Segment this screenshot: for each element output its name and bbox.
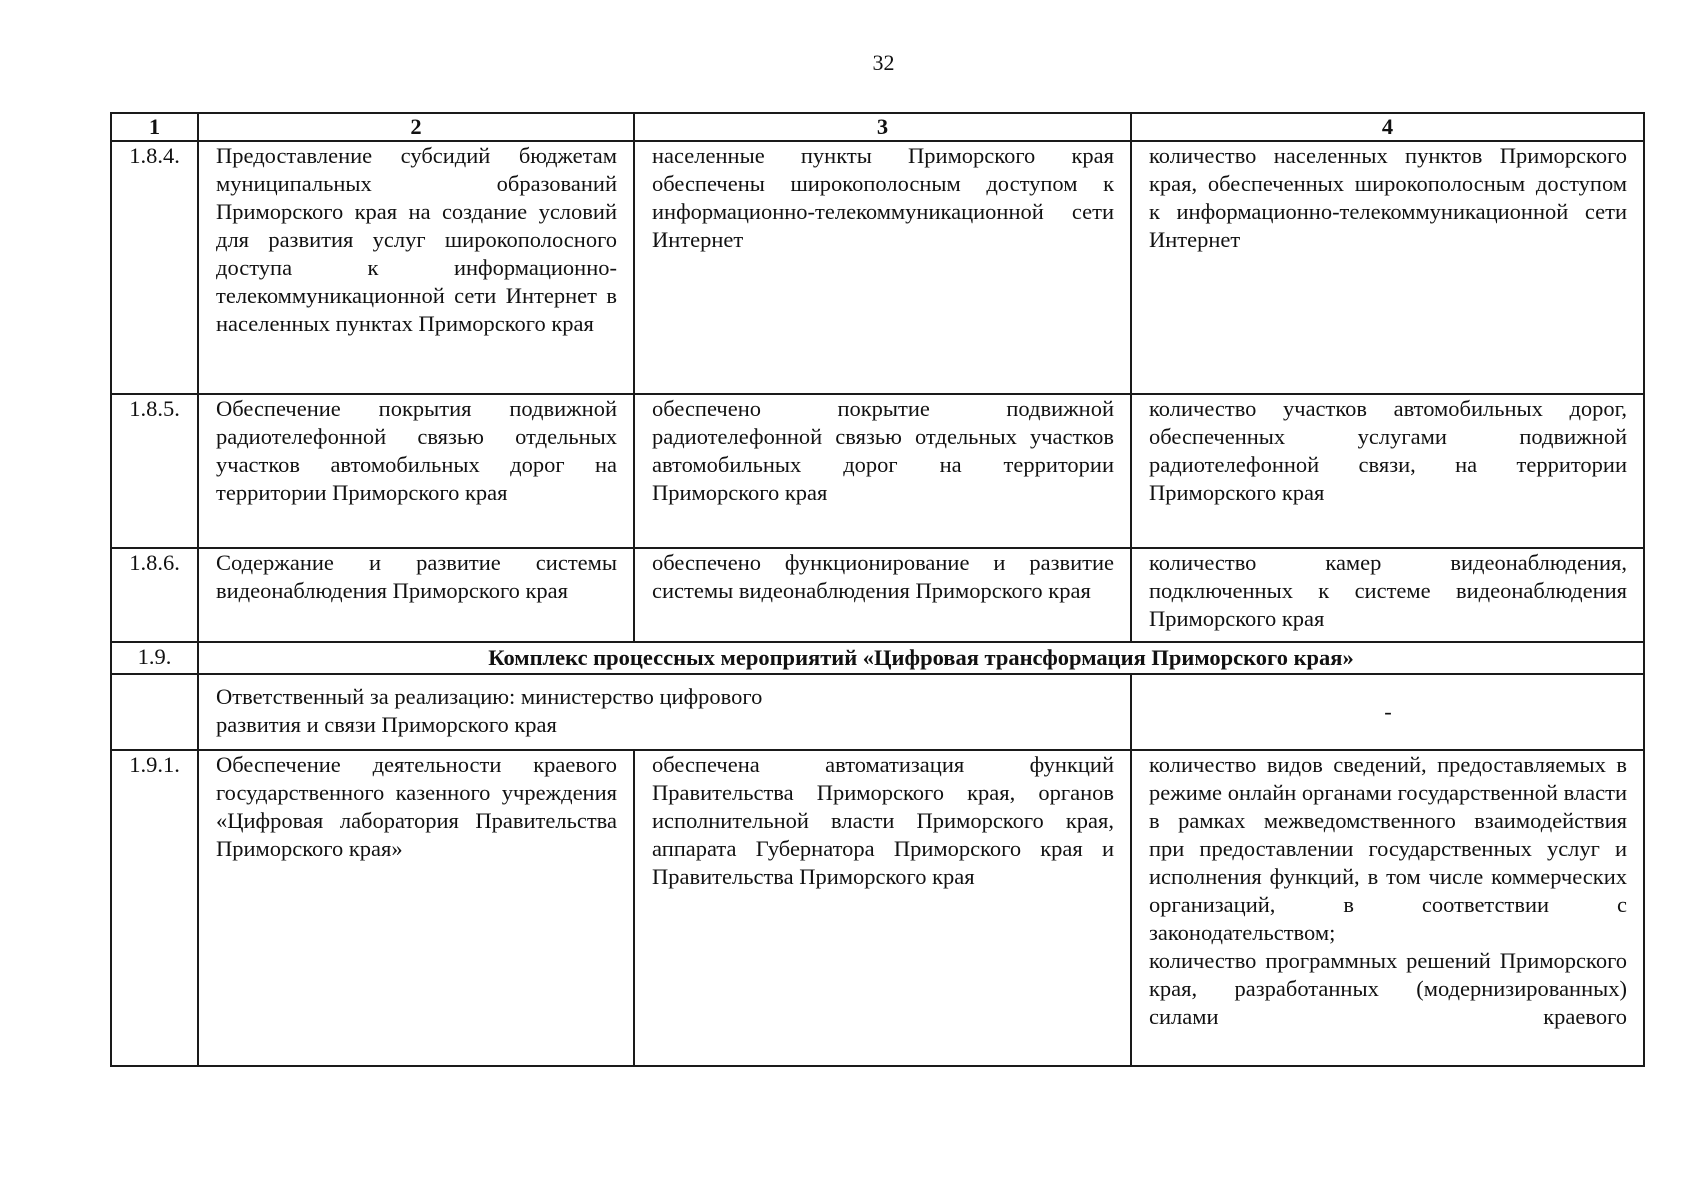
indicator-text-continued: количество программных решений Приморского края, разработанных (модернизированных) силами краевого [1149, 948, 1627, 1029]
row-number: 1.8.5. [111, 394, 198, 548]
measure-name: Обеспечение деятельности краевого государственного казенного учреждения «Цифровая лаборатория Правительства Приморского края» [216, 752, 617, 861]
result-cell [634, 548, 1131, 642]
measure-name-cell [198, 548, 634, 642]
header-col-3: 3 [634, 113, 1131, 141]
responsible-label: Ответственный за реализацию: министерство цифрового развития и связи Приморского края [216, 684, 763, 737]
responsible-value: - [1131, 674, 1644, 750]
result-text: обеспечена автоматизация функций Правительства Приморского края, органов исполнительной власти Приморского края, аппарата Губернатора Приморского края и Правительства Приморского края [652, 752, 1114, 889]
measure-name-cell [198, 141, 634, 394]
header-col-1: 1 [111, 113, 198, 141]
empty-num-cell [111, 674, 198, 750]
measure-name: Содержание и развитие системы видеонаблюдения Приморского края [216, 550, 617, 603]
section-row [111, 642, 1644, 674]
result-text: обеспечено покрытие подвижной радиотелефонной связью отдельных участков автомобильных дорог на территории Приморского края [652, 396, 1114, 505]
indicator-cell [1131, 548, 1644, 642]
indicator-cell [1131, 141, 1644, 394]
table-row [111, 141, 1644, 394]
table-row [111, 394, 1644, 548]
header-col-2: 2 [198, 113, 634, 141]
responsible-row [111, 674, 1644, 750]
result-cell [634, 394, 1131, 548]
table-header-row [111, 113, 1644, 141]
indicator-text: количество населенных пунктов Приморского края, обеспеченных широкополосным доступом к информационно-телекоммуникационной сети Интернет [1149, 143, 1627, 252]
result-text: обеспечено функционирование и развитие системы видеонаблюдения Приморского края [652, 550, 1114, 603]
indicator-text: количество участков автомобильных дорог, обеспеченных услугами подвижной радиотелефонной связи, на территории Приморского края [1149, 396, 1627, 505]
table-row [111, 750, 1644, 1066]
header-col-4: 4 [1131, 113, 1644, 141]
responsible-label-cell [198, 674, 1131, 750]
indicator-cell [1131, 394, 1644, 548]
row-number: 1.8.6. [111, 548, 198, 642]
indicator-text: количество камер видеонаблюдения, подключенных к системе видеонаблюдения Приморского края [1149, 550, 1627, 631]
page-number: 32 [872, 50, 895, 75]
section-title: Комплекс процессных мероприятий «Цифровая трансформация Приморского края» [198, 642, 1644, 674]
result-cell [634, 750, 1131, 1066]
result-text: населенные пункты Приморского края обеспечены широкополосным доступом к информационно-телекоммуникационной сети Интернет [652, 143, 1114, 252]
measure-name: Предоставление субсидий бюджетам муниципальных образований Приморского края на создание условий для развития услуг широкополосного доступа к информационно-телекоммуникационной сети Интернет в населенных пунктах Приморского края [216, 143, 617, 336]
section-number: 1.9. [111, 642, 198, 674]
row-number: 1.8.4. [111, 141, 198, 394]
table-row [111, 548, 1644, 642]
indicator-cell [1131, 750, 1644, 1066]
measure-name-cell [198, 750, 634, 1066]
measure-name: Обеспечение покрытия подвижной радиотелефонной связью отдельных участков автомобильных дорог на территории Приморского края [216, 396, 617, 505]
measure-name-cell [198, 394, 634, 548]
indicator-text: количество видов сведений, предоставляемых в режиме онлайн органами государственной власти в рамках межведомственного взаимодействия при предоставлении государственных услуг и исполнения функций, в том числе коммерческих организаций, в соответствии с законодательством; [1149, 752, 1627, 945]
row-number: 1.9.1. [111, 750, 198, 1066]
result-cell [634, 141, 1131, 394]
measures-table [110, 112, 1645, 1067]
